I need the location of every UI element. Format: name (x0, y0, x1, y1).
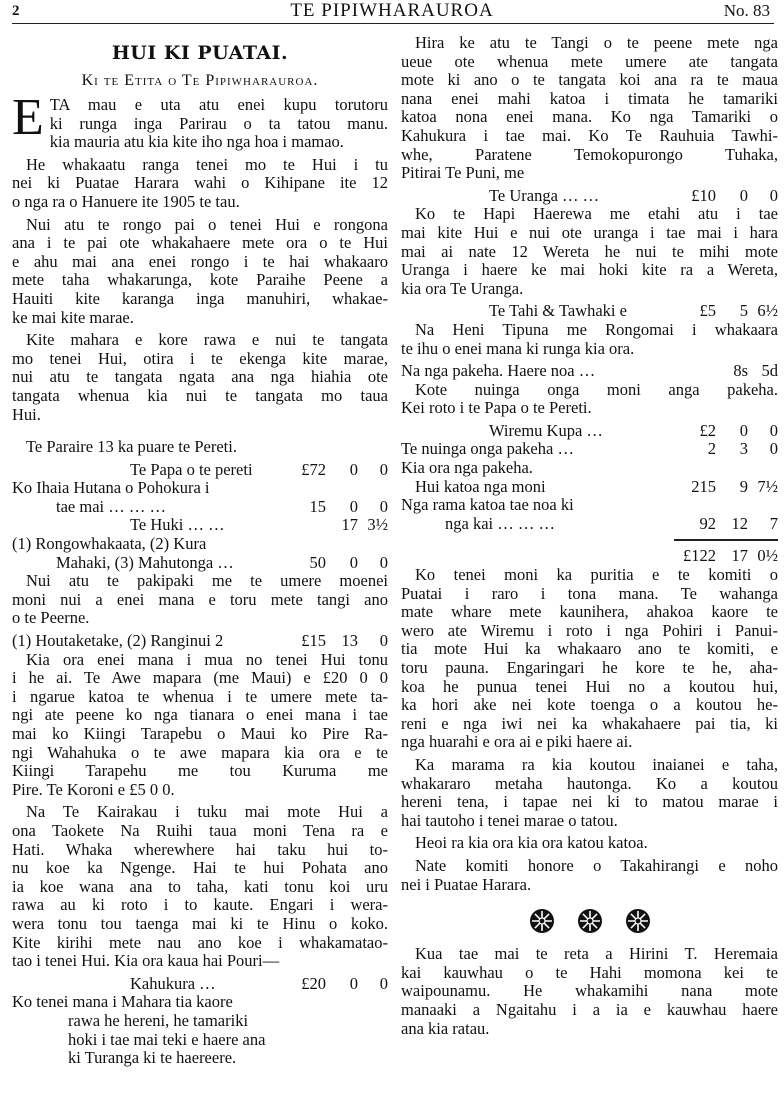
text-line: hoki i tae mai teki e haere ana (68, 1029, 266, 1049)
ledger-entry (401, 496, 778, 515)
text-line: waipounamu. He whakamihi nana mote (401, 981, 778, 1001)
text-line: tangata whenua kia nui te tangata mo taua (12, 385, 388, 405)
ledger-entry (401, 422, 778, 441)
entry-label: Kia ora nga pakeha. (401, 458, 533, 478)
amount-shillings: 17 (341, 515, 358, 535)
entry-label: Na nga pakeha. Haere noa … (401, 361, 596, 381)
left-column (12, 30, 388, 1072)
amount-pounds: 215 (691, 476, 716, 496)
ornament-divider (401, 908, 778, 939)
entry-label: Ko Ihaia Hutana o Pohokura i (12, 478, 210, 498)
paragraph (401, 857, 778, 894)
issue-number: No. 83 (723, 1, 770, 20)
text-line: Hauiti kite karanga inga manuhiri, whakae- (12, 288, 388, 308)
newspaper-title: TE PIPIWHARAUROA (290, 0, 494, 21)
entry-label: Te Papa o te pereti (130, 459, 253, 479)
text-line: hereni tena, i tapae nei ki to matou marae i (401, 792, 778, 812)
rosette-icon (529, 908, 555, 939)
amount-shillings: 3 (739, 439, 748, 459)
text-line: mai ko Kiingi Tarapebu o Maui ko Pire Ra- (12, 724, 388, 743)
paragraph (401, 381, 778, 418)
text-line: moni nui a enei mana e toru mete tangi ano (12, 589, 388, 609)
amount-shillings: 0 (739, 185, 748, 205)
article-subtitle: Ki te Etita o Te Pipiwharauroa. (81, 72, 319, 89)
amount-pence: 7½ (757, 476, 778, 496)
amount-pounds: £15 (301, 631, 326, 651)
text-line: Na Heni Tipuna me Rongomai i whakaara (415, 319, 778, 339)
text-line: ngi Wahahuka o te awe mapara kia ora e te (12, 742, 388, 762)
amount-pounds (274, 516, 326, 535)
amount-pence: 6½ (757, 301, 778, 321)
amount-pounds: £5 (699, 301, 716, 321)
text-line: i ngarue katoa te whenua i te umere mete ta- (12, 686, 388, 706)
text-line: e ahu mai ana enei rongo i te hai whakaaro (12, 251, 388, 271)
amount-shillings (716, 496, 748, 515)
text-line: wero ate Wiremu i roto i nga Pohiri i Panui- (401, 620, 778, 640)
amount-pence: 0 (379, 631, 388, 651)
amount-pence (358, 479, 388, 498)
amount-pence: 0 (769, 420, 778, 440)
amount-shillings: 0 (349, 496, 358, 516)
text-line: mote ki ano o te tangata koi ana ra te maua (401, 70, 778, 90)
text-line: mo tenei Hui, otira i te ekenga kite marae, (12, 348, 388, 368)
amount-pence: 3½ (367, 515, 388, 535)
ledger-entry (12, 632, 388, 651)
amount-shillings: 13 (341, 631, 358, 651)
text-line: i he ai. Te Awe mapara (me Maui) e £20 0 0 (12, 668, 388, 688)
paragraph (401, 321, 778, 358)
text-line: o te Peerne. (12, 608, 90, 628)
amount-pounds (274, 479, 326, 498)
text-line: rawa he hereni, he tamariki (68, 1010, 249, 1030)
amount-pence (748, 459, 778, 478)
text-line: He whakaatu ranga tenei mo te Hui i tu (26, 154, 388, 174)
text-line: mai kite Hui e nui ote uranga i tae mai i hara (401, 222, 778, 242)
text-line: Kua tae mai te reta a Hirini T. Heremaia (415, 944, 778, 964)
amount-pounds (664, 362, 716, 381)
text-line: ka hori ake nei kote toenga o a koutou he- (401, 695, 778, 715)
text-line: whe, Paratene Temokopurongo Tuhaka, (401, 144, 778, 164)
text-line: koa he punua tenei Hui no a koutou hui, (401, 676, 778, 696)
text-line: Hati. Whaka wherewhere hai taku hui to- (12, 839, 388, 859)
paragraph (401, 205, 778, 298)
entry-label: (1) Houtaketake, (2) Ranginui 2 (12, 631, 224, 651)
amount-pence: 0½ (757, 546, 778, 566)
amount-pounds: 50 (309, 552, 326, 572)
text-line: rawa au ki roto i to kaute. Engari i wera- (12, 895, 388, 915)
ledger-entry (401, 302, 778, 321)
amount-shillings: 12 (731, 513, 748, 533)
text-line: Kite mahara e kore rawa e nui te tangata (26, 330, 388, 350)
text-line: ia koe wana ana to taha, kati tonu koi uru (12, 876, 388, 896)
amount-shillings (326, 479, 358, 498)
paragraph (12, 331, 388, 424)
text-line: mete taha whakarunga, kote Paraihe Peene a (12, 270, 388, 290)
text-line: Ko tenei moni ka puritia e te komiti o (415, 565, 778, 585)
amount-shillings: 0 (739, 420, 748, 440)
entry-label: Mahaki, (3) Mahutonga … (56, 552, 234, 572)
rosette-icon (577, 908, 603, 939)
text-line: tao i tenei Hui. Kia ora kaua hai Pouri— (12, 951, 280, 971)
text-line: wera tonu tou taenga mai ki te Hinu o koko. (12, 913, 388, 933)
text-line: Kiingi Tarapehu me tou Kuruma me (12, 761, 388, 781)
text-line: kia ora Te Uranga. (401, 278, 524, 298)
amount-shillings (716, 459, 748, 478)
amount-pence: 0 (379, 552, 388, 572)
ledger-entry (401, 478, 778, 497)
paragraph (12, 651, 388, 800)
rosette-icon (625, 908, 651, 939)
amount-pounds (664, 496, 716, 515)
text-line: Kia ora enei mana i mua no tenei Hui tonu (26, 649, 388, 669)
amount-shillings: 0 (349, 459, 358, 479)
paragraph (12, 89, 388, 152)
ledger-entry (401, 547, 778, 566)
paragraph (401, 834, 778, 853)
text-line: mate whare mete kaunihera, ahakoa kaore te (401, 602, 778, 622)
amount-pence: 0 (769, 185, 778, 205)
page-number: 2 (12, 3, 20, 19)
text-line: Kite kirihi mete nau ano koe i whakamatao- (12, 932, 388, 952)
amount-pounds (274, 535, 326, 554)
ledger-entry (12, 554, 388, 573)
amount-pence: 0 (379, 496, 388, 516)
entry-label: Te Uranga … … (489, 185, 600, 205)
verse-paragraph (12, 993, 388, 1067)
entry-label: tae mai … … … (56, 496, 166, 516)
text-line: te ihu o enei mana ki runga kia ora. (401, 338, 635, 358)
ledger-entry (401, 362, 778, 381)
entry-label: Te Huki … … (130, 515, 225, 535)
text-line: TA mau e uta atu enei kupu torutoru (49, 95, 388, 114)
right-column-body (401, 34, 778, 1038)
text-line: mai ai nate 12 Wereta he nui te mihi mote (401, 241, 778, 261)
entry-label: Wiremu Kupa … (489, 420, 603, 440)
text-line: ana kia ratau. (401, 1018, 490, 1038)
text-line: Te Paraire 13 ka puare te Pereti. (26, 437, 237, 457)
text-line: katoa nona enei mana. Ko nga Tamariki o (401, 107, 778, 127)
text-line: whakararo metaha hautonga. Ko a koutou (401, 773, 778, 793)
amount-pence (748, 496, 778, 515)
amount-pounds: £2 (699, 420, 716, 440)
ledger-entry (12, 535, 388, 554)
text-line: manaaki a Ngaitahu i a ia e kauwhau haere (401, 999, 778, 1019)
amount-pounds (664, 459, 716, 478)
entry-label: Kahukura … (130, 973, 216, 993)
amount-shillings: 9 (739, 476, 748, 496)
header-rule (12, 23, 774, 24)
text-line: nga huarahi e ora ai e piki haere ai. (401, 732, 633, 752)
amount-pence (358, 535, 388, 554)
text-line: Kote nuinga onga moni anga pakeha. (415, 379, 778, 399)
amount-pounds: £122 (683, 546, 716, 566)
text-line: nui atu te tangata ngata ana nga hiahia ote (12, 367, 388, 387)
text-line: o nga ra o Hanuere ite 1905 te tau. (12, 191, 240, 211)
amount-pence: 7 (769, 513, 778, 533)
paragraph (401, 945, 778, 1038)
text-line: Hui. (12, 404, 41, 424)
paragraph (401, 566, 778, 752)
amount-pounds: 15 (309, 496, 326, 516)
text-line: tia mote Hui ka whakaaro ano te komiti, e (401, 639, 778, 659)
text-line: kai kauwhau o te Hahi momona kei te (401, 962, 778, 982)
amount-shillings: 0 (349, 552, 358, 572)
text-line: nei i Puatae Harara. (401, 874, 532, 894)
text-line: ueue ote whenua mete umere ate tangata (401, 51, 778, 71)
ledger-entry (401, 515, 778, 534)
text-line: Ka marama ra kia koutou inaianei e taha, (415, 754, 778, 774)
paragraph (401, 756, 778, 830)
drop-cap: E (12, 89, 44, 146)
ledger-entry (12, 479, 388, 498)
text-line: ki Turanga ki te haereere. (68, 1048, 237, 1068)
text-line: reni e nga iwi nei ka whakahaere pai tia, ki (401, 713, 778, 733)
total-rule (674, 539, 778, 541)
article-title: HUI KI PUATAI. (111, 42, 289, 64)
text-line: ki runga inga Parirau o ta tatou manu. (49, 113, 388, 133)
text-line: Hira ke atu te Tangi o te peene mete nga (415, 33, 778, 52)
paragraph (12, 156, 388, 212)
text-line: ona Taokete Na Ruihi taua moni Tena ra e (12, 820, 388, 840)
amount-shillings: 5 (739, 301, 748, 321)
text-line: Pire. Te Koroni e £5 0 0. (12, 779, 175, 799)
ledger-entry (401, 459, 778, 478)
right-column (401, 34, 778, 1042)
entry-label: (1) Rongowhakaata, (2) Kura (12, 534, 207, 554)
amount-shillings: 17 (731, 546, 748, 566)
amount-pounds: £72 (301, 459, 326, 479)
paragraph (12, 216, 388, 328)
amount-shillings: 8s (733, 361, 748, 381)
text-line: ana i te pai ote whakahaere mete ora o te Hui (12, 233, 388, 253)
text-line: nei ki Puatae Harara wahi o Kihipane ite 12 (12, 173, 388, 193)
text-line: Nate komiti honore o Takahirangi e noho (415, 855, 778, 875)
amount-pence: 5d (761, 361, 778, 381)
text-line: nu koe ka Ngenge. Hai te hui Pohata ano (12, 858, 388, 878)
amount-pence: 0 (379, 973, 388, 993)
ledger-entry (12, 498, 388, 517)
entry-label: Te nuinga onga pakeha … (401, 439, 574, 459)
amount-pence: 0 (769, 439, 778, 459)
amount-pounds: 92 (699, 513, 716, 533)
amount-shillings (326, 535, 358, 554)
entry-label: Hui katoa nga moni (415, 476, 546, 496)
amount-shillings: 0 (349, 973, 358, 993)
text-line: Pitirai Te Puni, me (401, 163, 525, 183)
text-line: toru pauna. Engaringari he kore te he, aha- (401, 658, 778, 677)
amount-pounds: £20 (301, 973, 326, 993)
text-line: Puatai i raro i tona mana. Te wahanga (401, 583, 778, 603)
text-line: kia mauria atu kia kite iho nga hoa i mamao. (49, 132, 344, 152)
entry-label: Te Tahi & Tawhaki e (489, 301, 627, 321)
ledger-entry (401, 440, 778, 459)
text-line: Ko tenei mana i Mahara tia kaore (12, 992, 233, 1012)
ledger-entry (12, 516, 388, 535)
paragraph (401, 34, 778, 183)
text-line: Nui atu te rongo pai o tenei Hui e rongona (26, 214, 388, 234)
text-line: Kahukura i tae mai. Ko Te Rauhuia Tawhi- (401, 125, 778, 145)
text-line: Kei roto i te Papa o te Pereti. (401, 398, 592, 418)
text-line: nana enei mahi katoa i timata he tamariki (401, 88, 778, 108)
text-line: hai tautoho i tenei marae o tatou. (401, 810, 618, 830)
text-line: Nui atu te pakipaki me te umere moenei (26, 571, 388, 591)
paragraph (12, 438, 388, 457)
text-line: Ko te Hapi Haerewa me etahi atu i tae (415, 204, 778, 224)
paragraph (12, 572, 388, 628)
text-line: Heoi ra kia ora kia ora katou katoa. (415, 833, 648, 853)
ledger-entry (12, 975, 388, 994)
text-line: Uranga i haere ke mai hoki kite ra a Wereta, (401, 260, 778, 280)
amount-pounds: £10 (691, 185, 716, 205)
amount-pounds: 2 (707, 439, 716, 459)
text-line: ke mai kite marae. (12, 307, 134, 327)
text-line: Na Te Kairakau i tuku mai mote Hui a (26, 802, 388, 822)
paragraph (12, 803, 388, 970)
ledger-entry (401, 187, 778, 206)
entry-label: nga kai … … … (445, 513, 555, 533)
text-line: ngi ate peene ko nga tianara o enei mana i tae (12, 705, 388, 725)
page-header (0, 0, 784, 24)
ledger-entry (12, 461, 388, 480)
left-column-body (12, 89, 388, 1068)
entry-label: Nga rama katoa tae noa ki (401, 495, 574, 515)
entry-label (401, 547, 664, 566)
amount-pence: 0 (379, 459, 388, 479)
